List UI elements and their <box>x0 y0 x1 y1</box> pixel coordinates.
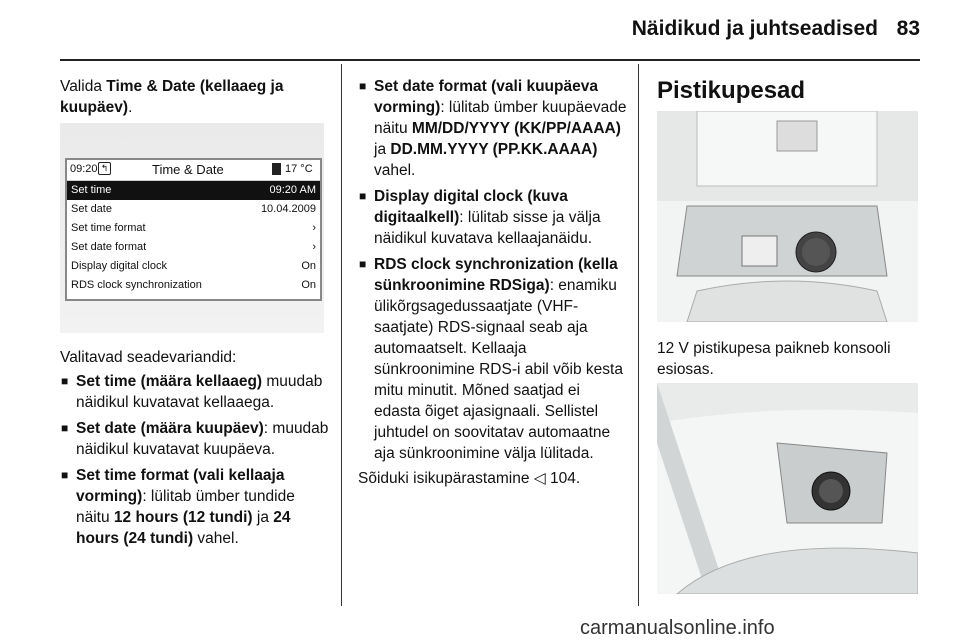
menu-row-label: RDS clock synchronization <box>71 279 202 291</box>
list-item <box>358 76 628 181</box>
intro-menu-name: Time & Date (kellaaeg ja kuupäev) <box>60 78 284 116</box>
screen-header <box>67 160 320 181</box>
option-name: Set date (määra kuupäev) <box>76 420 264 437</box>
display-screen <box>65 158 322 301</box>
column-divider-left <box>341 64 342 606</box>
power-outlet-photo-2 <box>657 383 918 594</box>
menu-row-set-time-format <box>67 219 320 238</box>
option-value: MM/DD/YYYY (KK/PP/AAAA) <box>411 120 621 137</box>
watermark: carmanualsonline.info <box>580 617 775 639</box>
back-icon: ↰ <box>98 162 111 175</box>
column-2 <box>358 76 628 489</box>
option-name: RDS clock synchronization (kella sünkroonimine RDSiga) <box>374 256 618 294</box>
menu-row-rds-clock-sync <box>67 276 320 295</box>
screen-clock: 09:20 <box>70 163 98 175</box>
option-name: Set time format (vali kellaaja vorming) <box>76 467 285 505</box>
option-end: vahel. <box>374 162 416 179</box>
menu-row-label: Set time format <box>71 222 146 234</box>
bullet-icon: ■ <box>61 421 69 435</box>
column-1 <box>60 76 325 118</box>
option-value: DD.MM.YYYY (PP.KK.AAAA) <box>390 141 598 158</box>
options-section <box>60 347 330 554</box>
menu-row-label: Display digital clock <box>71 260 167 272</box>
bullet-icon: ■ <box>359 189 367 203</box>
list-item <box>60 418 330 460</box>
option-desc: muudab näidikul kuvatavat kellaaega. <box>76 373 323 411</box>
option-desc: : muudab näidikul kuvatavat kuupäeva. <box>76 420 329 458</box>
menu-row-value: On <box>301 279 316 291</box>
menu-row-label: Set date <box>71 203 112 215</box>
thermometer-icon <box>272 163 281 175</box>
menu-row-label: Set date format <box>71 241 147 253</box>
bullet-icon: ■ <box>359 257 367 271</box>
chevron-right-icon: › <box>312 222 316 234</box>
reference-arrow-icon: ◁ <box>533 470 546 487</box>
option-desc: : lülitab ümber kuupäevade näitu <box>374 99 627 137</box>
option-conj: ja <box>374 141 391 158</box>
intro-paragraph <box>60 76 325 118</box>
menu-row-label: Set time <box>71 184 112 196</box>
menu-row-display-digital-clock <box>67 257 320 276</box>
bullet-icon: ■ <box>61 374 69 388</box>
bullet-icon: ■ <box>61 468 69 482</box>
menu-row-set-date <box>67 200 320 219</box>
list-item <box>60 371 330 413</box>
option-desc: : lülitab sisse ja välja näidikul kuvatava kellaajanäidu. <box>374 209 601 247</box>
list-item <box>358 254 628 464</box>
intro-text: Valida <box>60 78 107 95</box>
menu-row-value: 10.04.2009 <box>260 203 316 215</box>
chevron-right-icon: › <box>312 241 316 253</box>
column-divider-right <box>638 64 639 606</box>
option-desc: : lülitab ümber tundide näitu <box>76 488 295 526</box>
menu-row-value: 09:20 AM <box>269 184 316 196</box>
menu-row-value: On <box>301 260 316 272</box>
bullet-icon: ■ <box>359 79 367 93</box>
option-end: vahel. <box>193 530 239 547</box>
option-name: Set time (määra kellaaeg) <box>76 373 263 390</box>
time-date-screen-figure <box>60 123 324 333</box>
section-heading: Pistikupesad <box>657 77 806 104</box>
option-value: 24 hours (24 tundi) <box>76 509 291 547</box>
screen-title: Time & Date <box>152 162 224 177</box>
photo-caption: 12 V pistikupesa paikneb konsooli esiosas. <box>657 340 891 378</box>
screen-temperature: 17 °C <box>285 163 313 175</box>
option-desc: : enamiku ülikõrgsagedussaatjate (VHF-saatjate) RDS-signaal seab aja automaatselt. Kellaaja sünkroonimine RDS-i abil võib kesta mitu minutit. Mõned saatjad ei edasta õiget ajasignaali. Sellistel juhtudel on soovitatav automaatne aja sünkroonimine välja lülitada. <box>374 277 623 462</box>
page-number: 83 <box>896 17 920 40</box>
column-3 <box>657 76 920 114</box>
option-name: Display digital clock (kuva digitaalkell) <box>374 188 568 226</box>
menu-row-set-date-format <box>67 238 320 257</box>
menu-row-set-time <box>67 181 320 200</box>
options-caption: Valitavad seadevariandid: <box>60 349 237 366</box>
reference-page[interactable]: 104. <box>545 470 581 487</box>
list-item <box>358 186 628 249</box>
reference-text: Sõiduki isikupärastamine <box>358 470 534 487</box>
option-conj: ja <box>252 509 274 526</box>
power-outlet-photo-1 <box>657 111 918 322</box>
cross-reference <box>358 468 628 489</box>
page-header-title: Näidikud ja juhtseadised <box>631 17 878 40</box>
options-list <box>60 371 330 549</box>
header-rule <box>60 59 920 61</box>
list-item <box>60 465 330 549</box>
intro-period: . <box>128 99 133 116</box>
options-list-continued <box>358 76 628 464</box>
option-name: Set date format (vali kuupäeva vorming) <box>374 78 598 116</box>
option-value: 12 hours (12 tundi) <box>113 509 253 526</box>
